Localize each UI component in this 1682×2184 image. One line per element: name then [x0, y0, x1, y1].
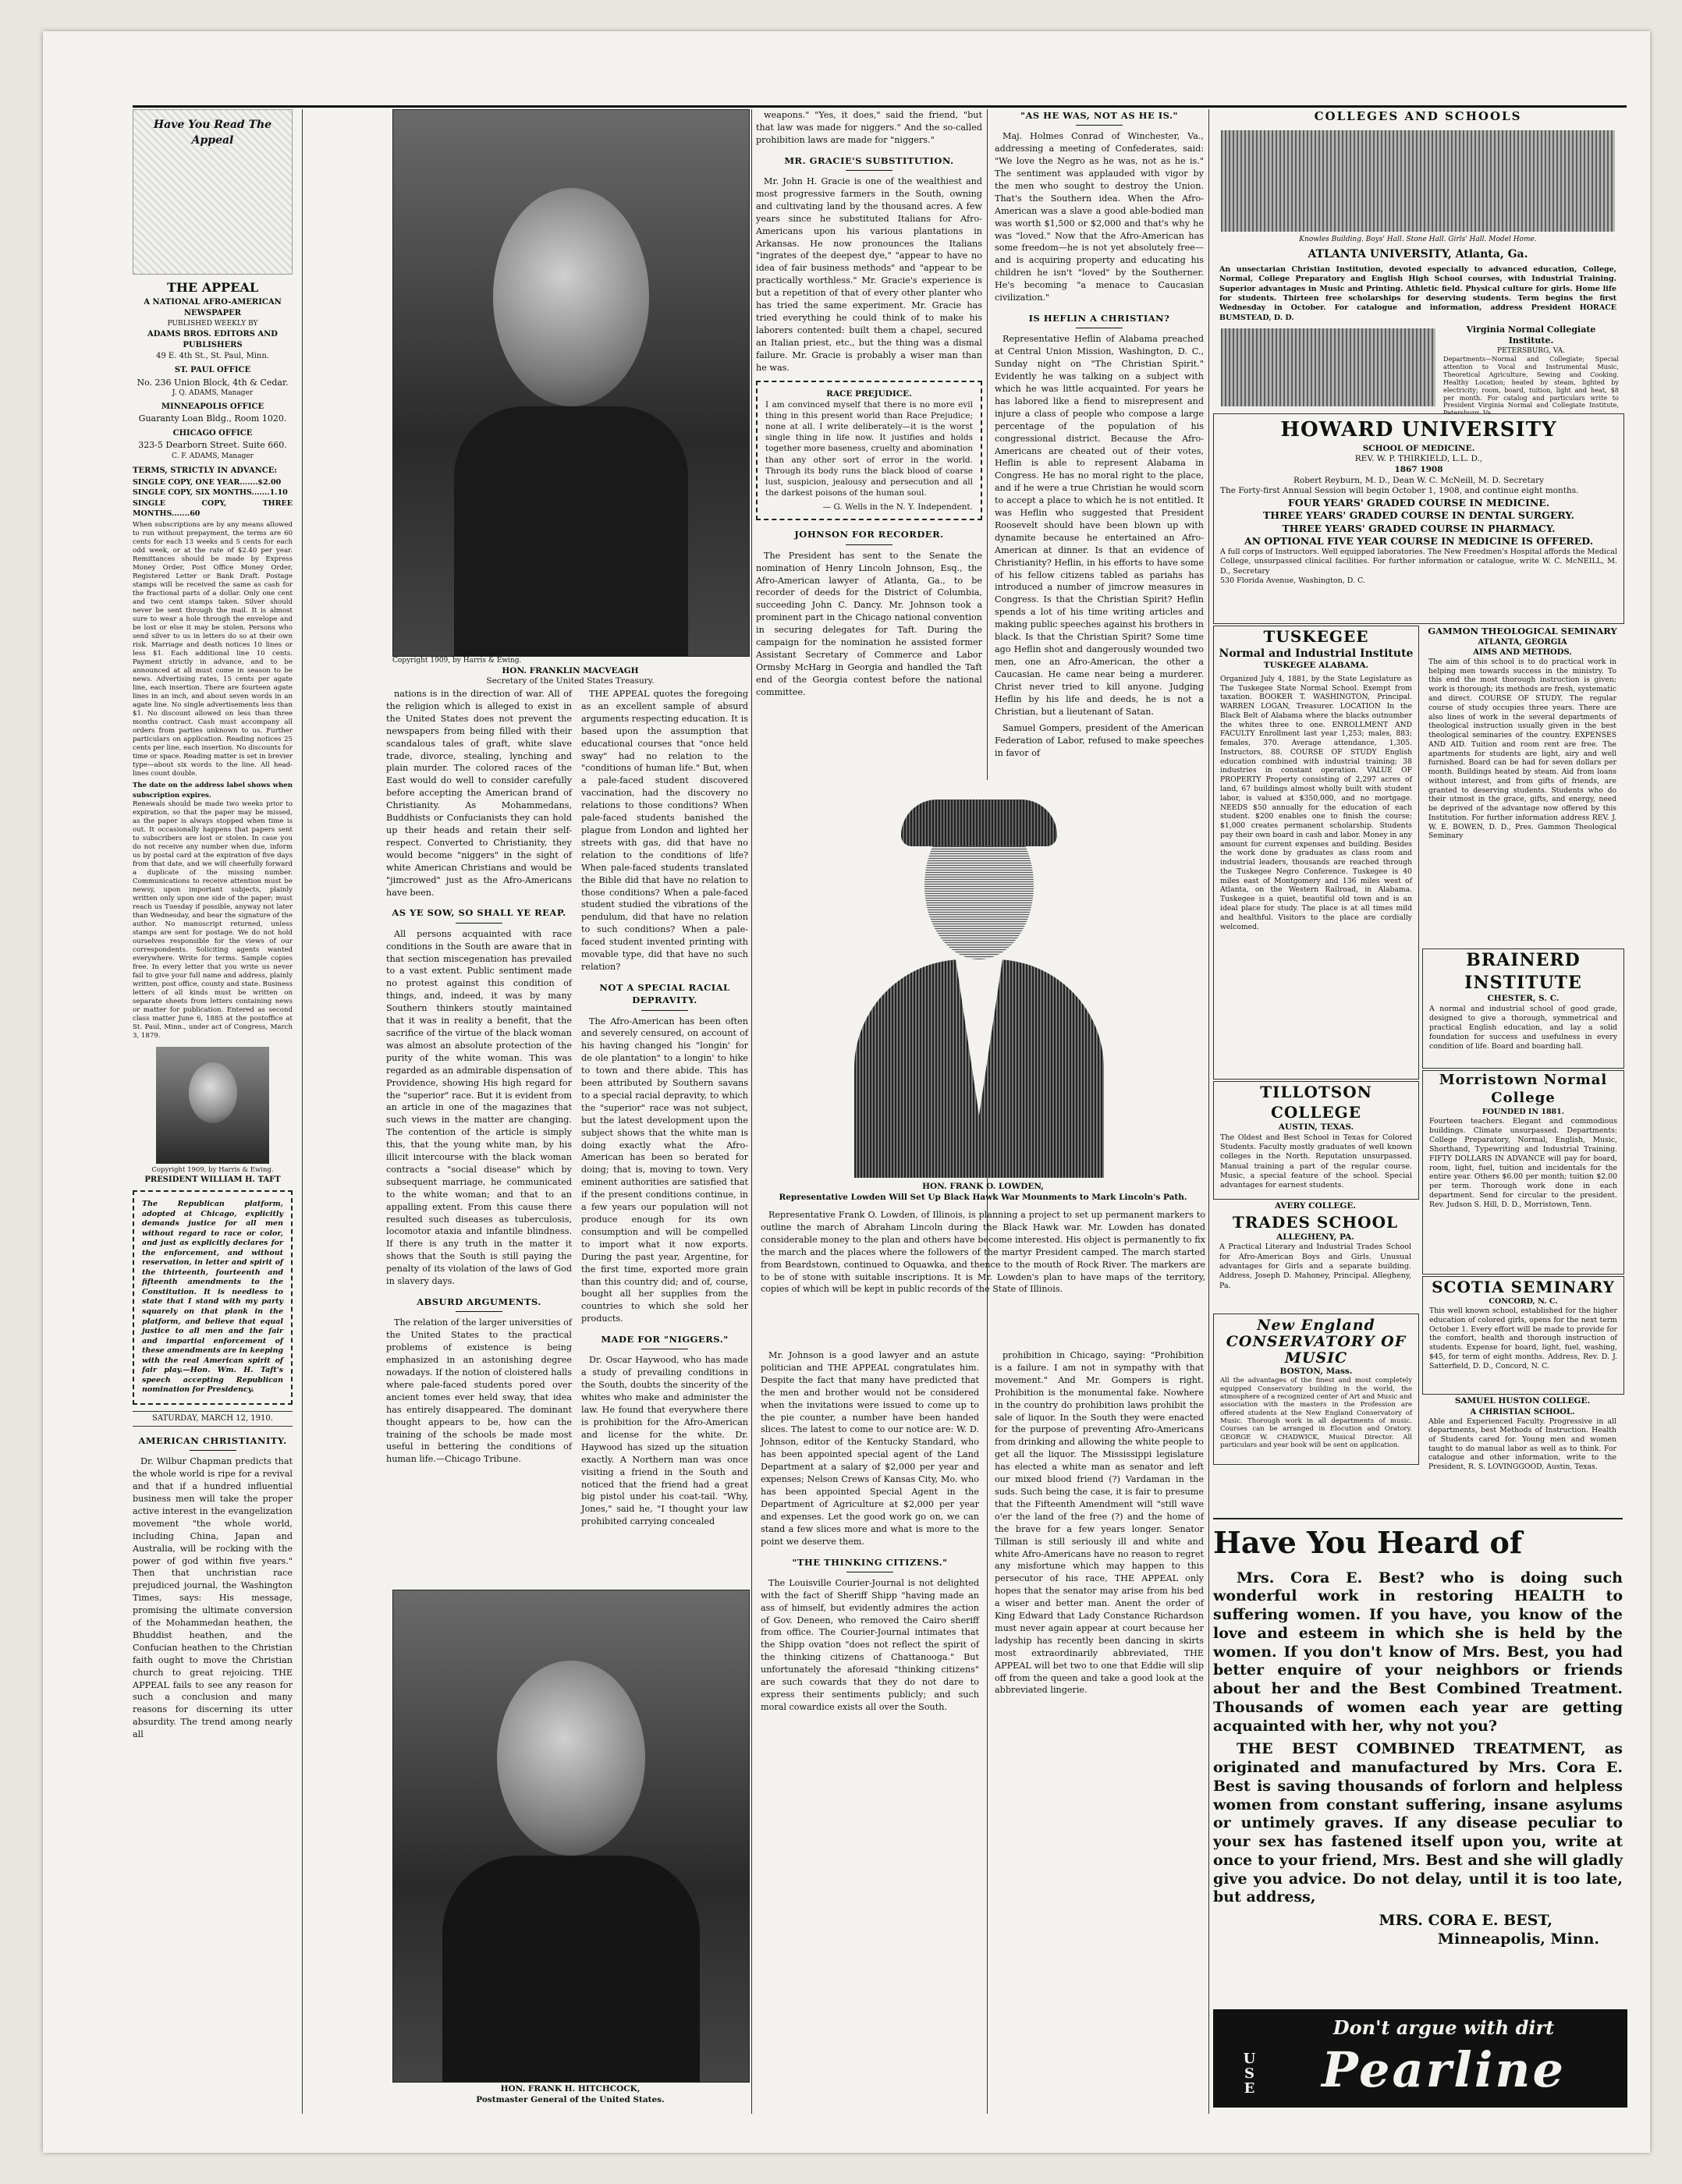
box-body: I am convinced myself that there is no more evil thing in this present world than Race Prejudice; none at all. I write deliberately—it is the worst single thing in life now. It justifies and holds together more baseness, cruelty and abomination than any other sort of error in the world. Through its body runs the black blood of coarse lust, suspicion, jealousy and persecution and all the darkest poisons of the human soul.: [765, 399, 973, 498]
pearline-use: USE: [1241, 2051, 1258, 2095]
school-body: An unsectarian Christian Institution, devoted especially to advanced education, College, Normal, College Preparatory and English High School courses, with Industrial Training. Superior advantages in Music and Printing. Athletic field. Physical culture for girls. Home life for students. Thirteen free scholarships for deserving students. Term begins the first Wednesday in October. For catalogue and information, address President HORACE BUMSTEAD, D. D.: [1219, 265, 1616, 322]
hitchcock-photo: [392, 1590, 750, 2083]
article-body: The Afro-American has been often and severely censured, on account of his having changed his "longin' for de ole plantation" to a longin' to hike to town and there abide. This has been attributed by Southern savans to a special racial depravity, to which the "superior" race was not subject, but the latest development upon the subject shows that the white man is doing exactly what the Afro-American has been so berated for doing; that is, moving to town. Very eminent authorities are satisfied that if the present conditions continue, in a few years our population will not produce enough for its own consumption and will be compelled to import what it now exports. During the past year, Argentine, for the first time, exported more grain than this country did; and of, course, bought all her supplies from the countries to which she sold her products.: [581, 1016, 748, 1324]
school-body: Organized July 4, 1881, by the State Legislature as The Tuskegee State Normal School. Exempt from taxation. BOOKER T. WASHINGTON, Principal. WARREN LOGAN, Treasurer. LOCATION In the Black Belt of Alabama where the blacks outnumber the whites three to one. ENROLLMENT AND FACULTY Enrollment last year 1,253; males, 883; females, 370. Average attendance, 1,305. Instructors, 88. COURSE OF STUDY English education combined with industrial training; 38 industries in constant operation. VALUE OF PROPERTY Property consisting of 2,297 acres of land, 67 buildings almost wholly built with student labor, is valued at $350,000, and no mortgage. NEEDS $50 annually for the education of each student. $200 enables one to finish the course; $1,000 creates permanent scholarship. Students pay their own board in cash and labor. Money in any amount for current expenses and building. Besides the work done by graduates as class room and industrial leaders, thousands are reached through the Tuskegee Negro Conference. Tuskegee is 40 miles east of Montgomery and 136 miles west of Atlanta, on the Western Railroad, in Alabama. Tuskegee is a quiet, beautiful old town and is an ideal place for study. The place is at all times mild and healthful. Visitors to the place are cordially welcomed.: [1220, 674, 1412, 931]
logo-text: Have You Read The Appeal: [153, 119, 272, 147]
school-city: TUSKEGEE ALABAMA.: [1263, 661, 1369, 671]
published-by: PUBLISHED WEEKLY BY: [167, 320, 258, 328]
photo-title: Postmaster General of the United States.: [476, 2094, 665, 2104]
macveagh-coat: [454, 406, 688, 656]
school-body: All the advantages of the finest and most completely equipped Conservatory building in the world, the atmosphere of a recognized center of Art and Music and association with the masters in the Profession are offered students at the New England Conservatory of Music. Thorough work in all departments of music. Courses can be arranged in Elocution and Oratory. GEORGE W. CHADWICK, Musical Director. All particulars and year book will be sent on application.: [1220, 1377, 1412, 1450]
school-name: SCOTIA SEMINARY: [1432, 1278, 1615, 1296]
scotia-seminary-ad: [1422, 1276, 1624, 1395]
school-years: 1867 1908: [1394, 465, 1443, 475]
appeal-logo-illustration: [133, 109, 293, 275]
macveagh-photo: [392, 109, 750, 657]
school-aims: AIMS AND METHODS.: [1473, 647, 1572, 657]
school-city: ATLANTA, GEORGIA: [1478, 637, 1567, 647]
newspaper-page: [43, 31, 1650, 2153]
article-body: Dr. Oscar Haywood, who has made a study of prevailing conditions in the South, doubts the sincerity of the whites who make and administer the law. He found that everywhere there is prohibition for the Afro-American and license for the white. Dr. Haywood has sized up the situation exactly. A Northern man was once visiting a friend in the South and noticed that the friend had a great big pistol under his coat-tail. "Why, Jones," said he, "I thought your law prohibited carrying concealed: [581, 1355, 748, 1527]
photo-name: HON. FRANK H. HITCHCOCK,: [500, 2084, 641, 2094]
article-heading: AS YE SOW, SO SHALL YE REAP.: [386, 906, 572, 923]
pearline-brand: Pearline: [1322, 2041, 1566, 2098]
issue-date: SATURDAY, MARCH 12, 1910.: [133, 1411, 293, 1427]
school-name: TUSKEGEE: [1263, 627, 1369, 646]
paper-title: THE APPEAL: [166, 280, 259, 295]
course-line: FOUR YEARS' GRADED COURSE IN MEDICINE.: [1287, 497, 1550, 509]
photo-caption: PRESIDENT WILLIAM H. TAFT: [144, 1175, 281, 1184]
school-name: TILLOTSON COLLEGE: [1260, 1083, 1372, 1122]
school-body: A normal and industrial school of good grade, designed to give a thorough, symmetrical and practical English education, and lay a solid foundation for success and usefulness in every condition of life. Board and boarding hall.: [1429, 1004, 1617, 1051]
terms-heading: TERMS, STRICTLY IN ADVANCE:: [133, 466, 278, 476]
article-body: Representative Heflin of Alabama preached at Central Union Mission, Washington, D. C., Sunday night on "The Christian Spirit." Evidently he was talking on a subject with which he was little acquainted. For years he has labored like a fiend to misrepresent and injure a class of people who compose a large percentage of the population of his congressional district. Because the Afro-Americans are cheated out of their votes, Heflin is able to represent Alabama in Congress. He has no moral right to the place, and if he were a true Christian he would scorn to accept a place to which he is not entitled. It was Heflin who suggested that President Roosevelt should have been blown up with dynamite because he entertained an Afro-American at dinner. Is that an evidence of Christianity? Heflin, in his efforts to have some of his fellow citizens tabled as pariahs has introduced a number of jimcrow measures in Congress. Is that the Christian Spirit? Heflin spends a lot of his time writing articles and making public speeches against his brothers in black. Is that the Christian Spirit? Some time ago Heflin shot and dangerously wounded two men, one an Afro-American, the other a Caucasian. He came near being a murderer. Christ never tried to kill anyone. Judging Heflin by his life and deeds, he is not a Christian, but a lieutenant of Satan.: [995, 334, 1204, 717]
office-manager: C. F. ADAMS, Manager: [172, 452, 254, 460]
school-body: A Practical Literary and Industrial Trades School for Afro-American Boys and Girls. Unusual advantages for Girls and a separate building. Address, Joseph D. Mahoney, Principal. Allegheny, Pa.: [1219, 1243, 1411, 1290]
macveagh-caption: [392, 657, 748, 687]
office-heading: ST. PAUL OFFICE: [174, 366, 251, 375]
school-name: SAMUEL HUSTON COLLEGE.: [1454, 1396, 1591, 1406]
lower-col-left: [761, 1349, 979, 2090]
column-rule: [751, 109, 752, 2114]
ad-body: THE BEST COMBINED TREATMENT, as originated and manufactured by Mrs. Cora E. Best is saving thousands of forlorn and helpless women from constant suffering, insane asylums or untimely graves. If any disease peculiar to your sex has fastened itself upon you, write at once to your friend, Mrs. Best and she will gladly give you advice. Do not delay, until it is too late, but address,: [1213, 1740, 1623, 1906]
top-rule: [133, 105, 1627, 108]
avery-college-ad: [1213, 1201, 1418, 1310]
course-line: AN OPTIONAL FIVE YEAR COURSE IN MEDICINE IS OFFERED.: [1244, 534, 1594, 547]
howard-university-ad: [1213, 413, 1624, 624]
school-name: Virginia Normal Collegiate Institute.: [1466, 324, 1596, 346]
school-body: The aim of this school is to do practical work in helping men towards success in the ministry. To this end the most thorough instruction is given; work is thorough; its methods are fresh, systematic and direct. COURSE OF STUDY. The regular course of study occupies three years. There are also lines of work in the several departments of theological instruction usually given in the best theological seminaries of the country. EXPENSES AND AID. Tuition and room rent are free. The apartments for students are light, airy and well furnished. Board can be had for seven dollars per month. Buildings heated by steam. Aid from loans without interest, and from gifts of friends, are granted to deserving students. Students who do their utmost in the grace, gifts, and energy, need be deprived of the advantage now offered by this Institution. For further information address REV. J. W. E. BOWEN, D. D., Pres. Gammon Theological Seminary: [1428, 657, 1616, 841]
school-name: AVERY COLLEGE.: [1275, 1201, 1356, 1211]
brainerd-institute-ad: [1422, 948, 1624, 1069]
school-body: Departments—Normal and Collegiate; Special attention to Vocal and Instrumental Music, Theoretical Agriculture, Sewing and Cooking. Healthy Location; heated by steam, lighted by electricity; room, board, tuition, light and heat, $8 per month. For catalog and particulars write to President Virginia Normal and Collegiate Institute,: [1443, 355, 1619, 410]
virginia-engraving: [1221, 328, 1435, 406]
article-body: All persons acquainted with race conditions in the South are aware that in that section miscegenation has prevailed to a vast extent. Public sentiment made no protest against this condition of things, and, indeed, it was by many Southern thinkers stoutly maintained that it was in reality a benefit, that the sacrifice of the virtue of the black woman was almost an absolute protection of the purity of the white woman. This was regarded as an admirable dispensation of Providence, showing His high regard for the "superior" race. But it is evident from an article in one of the magazines that such views in the matter are changing. The contention of the article is simply this, that the young white man, by his illicit intercourse with the black woman contracts a "social disease" which by subsequent marriage, he communicated to the white woman; and that to an appalling extent. From this cause there resulted such diseases as tuberculosis, locomotor ataxia and infantile blindness. If there is any truth in the matter it shows that the South is still paying the penalty of its violation of the laws of God in slavery days.: [386, 928, 572, 1287]
article-body: Samuel Gompers, president of the American Federation of Labor, refused to make speeches in favor of: [995, 723, 1204, 759]
article-body: Mr. John H. Gracie is one of the wealthiest and most progressive farmers in the South, owning and cultivating land by the thousand acres. A few years since he substituted Italians for Afro-Americans upon his various plantations in Arkansas. He now pronounces the Italians "ingrates of the deepest dye," "appear to have no idea of fair business methods" and "appear to be practically worthless." Mr. Gracie's experience is but a repetition of that of every other planter who has tried the same experiment. Mr. Gracie has tried everything he could think of to make his laborers contented: built them a chapel, secured an Italian priest, etc., but the thing was a dismal failure. Mr. Gracie is probably a wiser man than he was.: [756, 176, 982, 373]
atlanta-campus-engraving: [1221, 130, 1615, 232]
school-name: Morristown Normal College: [1439, 1072, 1608, 1107]
photo-title: Representative Lowden Will Set Up Black Hawk War Mounments to Mark Lincoln's Path.: [779, 1192, 1187, 1202]
school-city: CONCORD, N. C.: [1489, 1297, 1558, 1306]
column-2-text: [386, 688, 572, 1585]
buildings-caption: Knowles Building. Boys' Hall. Stone Hall. Girls' Hall. Model Home.: [1299, 236, 1537, 243]
date-body: Renewals should be made two weeks prior to expiration, so that the paper may be missed, as the paper is always stopped when time is out. It occasionally happens that papers sent to subscribers are lost or stolen. In case you do not receive any number when due, inform us by postal card at the expiration of five days from that date, and we will cheerfully forward a duplicate of the missing number. Communications to receive attention must be newsy, upon important subjects, plainly written only upon one side of the paper; must reach us Tuesday if possible, anyway not later than Wednesday, and bear the signature of the author. No manuscript returned, unless stamps are sent for postage. We do not hold ourselves responsible for the views of our correspondents. Soliciting agents wanted everywhere. Write for terms. Sample copies free. In every letter that you write us never fail to give your full name and address, plainly written, post office, county and state. Business letters of all kinds must be written on separate sheets from letters containing news or matter for publication. Entered as second class matter June 6, 1885 at the postoffice at St. Paul, Minn., under act of Congress, March 3, 1879.: [133, 800, 293, 1040]
terms-line: SINGLE COPY, THREE MONTHS.......60: [133, 498, 293, 518]
taft-photo: [156, 1047, 269, 1164]
article-heading: JOHNSON FOR RECORDER.: [756, 528, 982, 544]
photo-credit: Copyright 1909, by Harris & Ewing.: [151, 1165, 274, 1174]
ad-headline: Have You Heard of: [1213, 1525, 1523, 1560]
publisher-address: 49 E. 4th St., St. Paul, Minn.: [156, 352, 269, 361]
school-sub: Normal and Industrial Institute: [1219, 647, 1414, 660]
atlanta-university-ad: [1213, 126, 1623, 321]
school-body: Able and Experienced Faculty. Progressive in all departments, best Methods of Instruction. Health of Students cared for. Young men and women taught to do manual labor as well as to think. For catalogue and other information, write to the President, R. S. LOVINGGOOD, Austin, Texas.: [1428, 1416, 1616, 1472]
article-body: prohibition in Chicago, saying: "Prohibition is a failure. I am not in sympathy with that movement." And Mr. Gompers is right. Prohibition is the monumental fake. Nowhere in the country do prohibition laws prohibit the sale of liquor. In the South they were enacted for the purpose of preventing Afro-Americans from drinking and allowing the white people to get all the liquor. The Mississippi legislature has elected a white man as senator and left our mixed blood friend (?) Vardaman in the suds. Such being the case, it is fair to presume that the Fifteenth Amendment will "still wave o'er the land of the free (?) and the home of the brave for a few years longer. Senator Tillman is still seriously ill and white and white Afro-Americans have no reason to regret any misfortune which may happen to this persecutor of his race, THE APPEAL only hopes that the senator may arise from his bed a wiser and better man. Anent the order of King Edward that Lady Constance Richardson must never again appear at court because her ladyship has recently been dancing in skirts most extraordinarily abbreviated, THE APPEAL will bet two to one that Eddie will slip off from the queen and take a good look at the abbreviated lingerie.: [995, 1350, 1204, 1696]
column-4-text: [995, 109, 1204, 772]
hitchcock-face: [497, 1661, 645, 1856]
terms-line: SINGLE COPY, SIX MONTHS.......1.10: [133, 488, 288, 498]
school-city: PETERSBURG, VA.: [1497, 346, 1565, 355]
school-name: New England CONSERVATORY OF MUSIC: [1226, 1317, 1407, 1367]
school-session: The Forty-first Annual Session will begin October 1, 1908, and continue eight months.: [1220, 486, 1579, 496]
new-england-conservatory-ad: [1213, 1314, 1419, 1465]
article-heading: "AS HE WAS, NOT AS HE IS.": [995, 109, 1204, 126]
course-line: THREE YEARS' GRADED COURSE IN PHARMACY.: [1282, 522, 1556, 534]
school-body: The Oldest and Best School in Texas for Colored Students. Faculty mostly graduates of well known colleges in the North. Reputation unsurpassed. Manual training a part of the regular course. Music, a special feature of the school. Special advantages for earnest students.: [1220, 1133, 1412, 1190]
photo-name: HON. FRANK O. LOWDEN,: [922, 1182, 1044, 1191]
article-heading: "THE THINKING CITIZENS.": [761, 1556, 979, 1572]
article-heading: MR. GRACIE'S SUBSTITUTION.: [756, 154, 982, 171]
course-line: THREE YEARS' GRADED COURSE IN DENTAL SURGERY.: [1262, 509, 1575, 522]
column-3-text: [581, 688, 748, 1585]
platform-quote-box: The Republican platform, adopted at Chicago, explicitly demands justice for all men without regard to race or color, and just as explicitly declares for the enforcement, and without reservation, in letter and spirit of the thirteenth, fourteenth and fifteenth amendments to the Constitution. It is needless to state that I stand with my party squarely on that plank in the platform, and believe that equal justice to all men and the fair and impartial enforcement of these amendments are in keeping with the real American spirit of fair play.—Hon. Wm. H. Taft's speech accepting Republican nomination for Presidency.: [133, 1190, 293, 1405]
school-city: ALLEGHENY, PA.: [1276, 1232, 1354, 1242]
virginia-normal-ad: [1213, 324, 1623, 410]
lowden-hair: [901, 800, 1057, 846]
article-body: Mr. Johnson is a good lawyer and an astute politician and THE APPEAL congratulates him. Despite the fact that many have predicted that the men and brother would not be considered when the invitations were issued to come up to the pie counter, a number have been handed slices. The latest to come to our notice are: W. D. Johnson, editor of the Kentucky Standard, who has been appointed special agent of the Land Department at a salary of $2,000 per year and expenses; Nelson Crews of Kansas City, Mo. who has been appointed Special Agent in the Department of Agriculture at $2,000 per year and expenses. Let the good work go on, we can stand a few slices more and what is more to the point we deserve them.: [761, 1350, 979, 1547]
date-heading: The date on the address label shows when subscription expires.: [133, 782, 293, 800]
school-staff: Robert Reyburn, M. D., Dean W. C. McNeill, M. D. Secretary: [1293, 475, 1545, 485]
lowden-caption: [761, 1182, 1205, 1203]
school-city: BOSTON, Mass.: [1279, 1366, 1353, 1376]
samuel-huston-ad: [1422, 1396, 1623, 1505]
article-heading: MADE FOR "NIGGERS.": [581, 1333, 748, 1349]
article-body: The relation of the larger universities of the United States to the practical problems of existence is being emphasized in an astonishing degree nowadays. If the notion of cloistered halls where pale-faced students pored over ancient tomes ever held sway, that idea has entirely disappeared. The dominant thought appears to be, how can the training of the schools be made most useful in bettering the conditions of human life.—Chicago Tribune.: [386, 1317, 572, 1465]
publisher: ADAMS BROS. EDITORS AND PUBLISHERS: [147, 329, 278, 350]
hitchcock-coat: [442, 1856, 700, 2082]
terms-line: SINGLE COPY, ONE YEAR.......$2.00: [133, 477, 282, 487]
race-prejudice-box: [756, 381, 982, 521]
office-address: 323-5 Dearborn Street. Suite 660.: [138, 439, 287, 450]
terms-body: When subscriptions are by any means allowed to run without prepayment, the terms are 60 cents for each 13 weeks and 5 cents for each odd week, or at the rate of $2.40 per year. Remittances should be made by Express Money Order, Post Office Money Order, Registered Letter or Bank Draft. Postage stamps will be received the same as cash for the fractional parts of a dollar. Only one cent and two cent stamps taken. Silver should never be sent through the mail. It is almost sure to wear a hole through the envelope and be lost or else it may be stolen. Persons who send silver to us in letters do so at their own risk. Marriage and death notices 10 lines or less $1. Each additional line 10 cents. Payment strictly in advance, and to be announced at all must come in season to be news. Advertising rates, 15 cents per agate line, each insertion. There are fourteen agate lines in an inch, and about seven words in an agate line. No single advertisements less than $1. No discount allowed on less than three months contract. Cash must accompany all orders from parties unknown to us. Further particulars on application. Reading notices 25 cents per line, each insertion. No discounts for time or space. Reading matter is set in brevier type—about six words to the line. All head-lines count double.: [133, 521, 293, 778]
tuskegee-ad: [1213, 626, 1419, 1080]
office-address: Guaranty Loan Bldg., Room 1020.: [138, 413, 287, 424]
colleges-heading: COLLEGES AND SCHOOLS: [1314, 109, 1522, 123]
photo-name: HON. FRANKLIN MACVEAGH: [502, 665, 639, 675]
office-heading: CHICAGO OFFICE: [172, 428, 253, 438]
school-president: REV. W. P. THIRKIELD, L.L. D.,: [1354, 454, 1483, 464]
school-name: GAMMON THEOLOGICAL SEMINARY: [1428, 626, 1617, 636]
lowden-engraving: [807, 780, 1151, 1178]
article-heading: IS HEFLIN A CHRISTIAN?: [995, 312, 1204, 328]
article-heading: NOT A SPECIAL RACIAL DEPRAVITY.: [581, 981, 748, 1011]
school-footer: A full corps of Instructors. Well equipped laboratories. The New Freedmen's Hospital affords the Medical College, unsurpassed clinical facilities. For further information or catalogue, write W. C. McNEILL, M. D., Secretary: [1220, 548, 1617, 576]
school-city: CHESTER, S. C.: [1487, 994, 1560, 1004]
school-sub: TRADES SCHOOL: [1232, 1212, 1399, 1232]
paper-subtitle: A NATIONAL AFRO-AMERICAN NEWSPAPER: [144, 297, 282, 317]
pearline-slogan: Don't argue with dirt: [1332, 2016, 1555, 2039]
photo-title: Secretary of the United States Treasury.: [486, 676, 655, 686]
tillotson-ad: [1213, 1081, 1419, 1200]
column-3b-text: [756, 109, 982, 772]
school-name: ATLANTA UNIVERSITY, Atlanta, Ga.: [1308, 248, 1528, 261]
article-heading: ABSURD ARGUMENTS.: [386, 1296, 572, 1312]
box-source: — G. Wells in the N. Y. Independent.: [822, 502, 973, 512]
column-rule: [302, 109, 303, 2114]
box-heading: RACE PREJUDICE.: [826, 388, 912, 399]
school-city: FOUNDED IN 1881.: [1482, 1107, 1565, 1116]
ad-body: Mrs. Cora E. Best? who is doing such wonderful work in restoring HEALTH to suffering women. If you have, you know of the love and esteem in which she is held by the women. If you don't know of Mrs. Best, you had better enquire of your neighbors or friends about her and the Best Combined Treatment. Thousands of women each year are getting acquainted with her, why not you?: [1213, 1569, 1623, 1735]
article-body: weapons." "Yes, it does," said the friend, "but that law was made for niggers." And the so-called prohibition laws are made for "niggers.": [756, 110, 982, 145]
office-manager: J. Q. ADAMS, Manager: [172, 389, 254, 398]
macveagh-face: [493, 188, 649, 406]
article-heading: AMERICAN CHRISTIANITY.: [133, 1434, 293, 1451]
article-body: The Louisville Courier-Journal is not delighted with the fact of Sheriff Shipp "having made an ass of himself, but evidently admires the action of Gov. Deneen, who removed the Cairo sheriff from office. The Courier-Journal intimates that the Shipp ovation "does not reflect the spirit of the thinking citizens of Chattanooga." But unfortunately the aforesaid "thinking citizens" are such cowards that they do not dare to express their sentiments publicly; and such moral cowardice exists all over the South.: [761, 1577, 979, 1712]
school-name: HOWARD UNIVERSITY: [1280, 418, 1557, 441]
column-rule: [1208, 109, 1209, 2114]
school-address: 530 Florida Avenue, Washington, D. C.: [1220, 576, 1366, 586]
ad-city: Minneapolis, Minn.: [1437, 1930, 1599, 1948]
article-body: Maj. Holmes Conrad of Winchester, Va., addressing a meeting of Confederates, said: "We love the Negro as he was, not as he is." The sentiment was applauded with vigor by the men who sought to destroy the Union. That's the Southern idea. When the Afro-American was a slave a good able-bodied man was worth $1,500 or $2,000 and that's why he was "loved." Now that the Afro-American has some freedom—he is not yet absolutely free—and is acquiring property and educating his children he isn't "loved" by the Southerner. He's becoming "a menace to Caucasian civilization.": [995, 131, 1204, 303]
office-address: No. 236 Union Block, 4th & Cedar.: [137, 377, 289, 388]
ad-signature: MRS. CORA E. BEST,: [1379, 1912, 1552, 1929]
school-name: BRAINERD INSTITUTE: [1464, 950, 1582, 993]
masthead-column: [133, 109, 293, 2114]
cora-best-ad: [1213, 1518, 1623, 2003]
gammon-seminary-ad: [1422, 626, 1623, 945]
article-body: THE APPEAL quotes the foregoing as an excellent sample of absurd arguments respecting education. It is based upon the assumption that educational courses that "once held sway" had no relation to the "conditions of human life." But, when a pale-faced student discovered vaccination, had the discovery no relations to those conditions? When pale-faced students banished the plague from London and lighted her streets with gas, did that have no relation to the conditions of life? When pale-faced students translated the Bible did that have no relation to those conditions? When a pale-faced student studied the vibrations of the pendulum, did that have no relation to such conditions? When a pale-faced student invented printing with movable type, did that have no such relation?: [581, 689, 748, 972]
article-body: Representative Frank O. Lowden, of Illinois, is planning a project to set up permanent markers to outline the march of Abraham Lincoln during the Black Hawk war. Mr. Lowden has donated considerable money to the plan and others have become interested. His object is permanently to fix the march and the places where the followers of the martyr President camped. The march started from Beardstown, continued to Oquawka, and thence to the mouth of Rock River. The markers are to be of stone with suitable inscriptions. It is Mr. Lowden's plan to have maps of the territory, copies of which will be kept in public records of the State of Illinois.: [761, 1210, 1205, 1295]
school-sub: A CHRISTIAN SCHOOL.: [1470, 1407, 1575, 1416]
article-body: nations is in the direction of war. All of the religion which is alleged to exist in the United States does not prevent the newspapers from being filled with their scandalous tales of graft, white slave trade, divorce, stealing, lynching and plain murder. The colored races of the East would do well to consider carefully before accepting the American brand of Christianity. As Mohammedans, Buddhists or Confucianists they can hold up their heads and retain their self-respect. Converted to Christianity, they would become "niggers" in the sight of white American Christians and would be "jimcrowed" just as the Afro-Americans have been.: [386, 689, 572, 898]
taft-face: [189, 1062, 237, 1123]
photo-credit: Copyright 1909, by Harris & Ewing.: [392, 657, 522, 665]
school-body: This well known school, established for the higher education of colored girls, opens for the next term October 1. Every effort will be made to provide for the comfort, health and thorough instruction of students. Expense for board, light, fuel, washing, $45, for term of eight months. Address, Rev. D. J. Satterfield, D. D., Concord, N. C.: [1429, 1306, 1617, 1370]
morristown-college-ad: [1422, 1070, 1624, 1275]
article-body: The President has sent to the Senate the nomination of Henry Lincoln Johnson, Esq., the Afro-American lawyer of Atlanta, Ga., to be recorder of deeds for the District of Columbia, succeeding John C. Dancy. Mr. Johnson took a prominent part in the Chicago national convention in securing delegates for Taft. During the campaign for the nomination he assisted former Assistant Secretary of Commerce and Labor Ormsby McHarg in Georgia and handled the Taft end of the Georgia contest before the national committee.: [756, 550, 982, 697]
school-body: Fourteen teachers. Elegant and commodious buildings. Climate unsurpassed. Departments: College Preparatory, Normal, English, Music, Shorthand, Typewriting and Industrial Training. FIFTY DOLLARS IN ADVANCE will pay for board, room, light, fuel, tuition and incidentals for the entire year. Others $6.00 per month; tuition $2.00 per term. Thorough work done in each department. Send for circular to the president. Rev. Judson S. Hill, D. D., Morristown, Tenn.: [1429, 1117, 1617, 1210]
school-dept: SCHOOL OF MEDICINE.: [1362, 443, 1475, 453]
lower-col-right: [995, 1349, 1204, 2090]
pearline-ad: [1213, 2009, 1627, 2108]
hitchcock-caption: [392, 2084, 748, 2105]
lowden-story: [761, 1209, 1205, 1349]
article-body: Dr. Wilbur Chapman predicts that the whole world is ripe for a revival and that if a hundred influential business men will take the proper active interest in the evangelization movement "the whole world, including China, Japan and Australia, will be rocking with the power of god within five years." Then that unchristian race prejudiced journal, the Washington Times, says: His message, promising the ultimate conversion of the Mohammedan heathen, the Bhuddist heathen, and the Confucian heathen to the Christian faith ought to move the Christian church to great rejoicing. THE APPEAL fails to see any reason for such a conclusion and many reasons for discerning its utter absurdity. The trend among nearly all: [133, 1456, 293, 1740]
school-city: AUSTIN, TEXAS.: [1278, 1122, 1354, 1132]
office-heading: MINNEAPOLIS OFFICE: [161, 402, 264, 411]
